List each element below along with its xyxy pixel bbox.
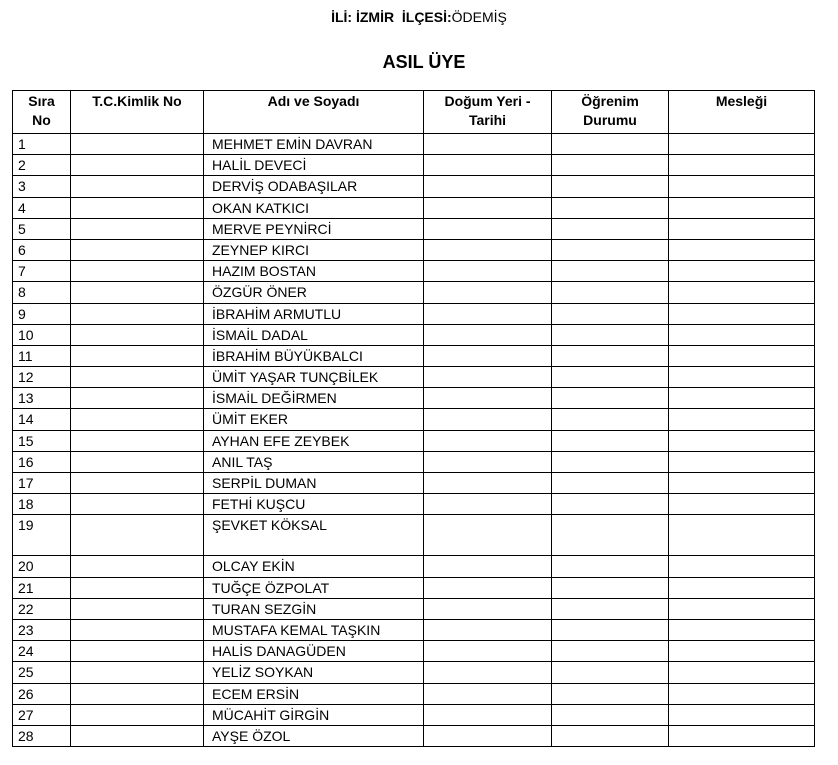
cell-adi-soyadi: MÜCAHİT GİRGİN [204, 704, 424, 725]
table-row [13, 345, 815, 366]
table-header-row [13, 91, 815, 134]
cell-ogrenim-durumu [552, 261, 669, 282]
cell-ogrenim-durumu [552, 282, 669, 303]
cell-adi-soyadi: ECEM ERSİN [204, 683, 424, 704]
cell-ogrenim-durumu [552, 324, 669, 345]
cell-ogrenim-durumu [552, 494, 669, 515]
cell-ogrenim-durumu [552, 683, 669, 704]
cell-meslegi [669, 598, 815, 619]
cell-dogum-yeri-tarihi [424, 683, 552, 704]
table-row [13, 662, 815, 683]
table-row [13, 409, 815, 430]
cell-dogum-yeri-tarihi [424, 619, 552, 640]
cell-sira-no: 17 [13, 473, 71, 494]
table-row [13, 473, 815, 494]
cell-meslegi [669, 725, 815, 746]
cell-meslegi [669, 155, 815, 176]
cell-dogum-yeri-tarihi [424, 345, 552, 366]
cell-meslegi [669, 261, 815, 282]
cell-adi-soyadi: HALİL DEVECİ [204, 155, 424, 176]
cell-sira-no: 7 [13, 261, 71, 282]
cell-dogum-yeri-tarihi [424, 409, 552, 430]
cell-dogum-yeri-tarihi [424, 494, 552, 515]
cell-sira-no: 20 [13, 556, 71, 577]
cell-dogum-yeri-tarihi [424, 218, 552, 239]
cell-tc-kimlik-no [71, 451, 204, 472]
cell-dogum-yeri-tarihi [424, 367, 552, 388]
cell-tc-kimlik-no [71, 430, 204, 451]
cell-meslegi [669, 473, 815, 494]
cell-tc-kimlik-no [71, 134, 204, 155]
cell-tc-kimlik-no [71, 619, 204, 640]
cell-adi-soyadi: OLCAY EKİN [204, 556, 424, 577]
cell-dogum-yeri-tarihi [424, 324, 552, 345]
cell-meslegi [669, 409, 815, 430]
cell-ogrenim-durumu [552, 451, 669, 472]
cell-sira-no: 25 [13, 662, 71, 683]
cell-sira-no: 12 [13, 367, 71, 388]
column-header-sira-no: Sıra No [13, 91, 71, 134]
cell-ogrenim-durumu [552, 176, 669, 197]
cell-meslegi [669, 388, 815, 409]
cell-sira-no: 18 [13, 494, 71, 515]
table-row [13, 303, 815, 324]
cell-sira-no: 16 [13, 451, 71, 472]
cell-ogrenim-durumu [552, 725, 669, 746]
cell-ogrenim-durumu [552, 662, 669, 683]
cell-ogrenim-durumu [552, 515, 669, 556]
table-row [13, 515, 815, 556]
cell-tc-kimlik-no [71, 556, 204, 577]
table-row [13, 430, 815, 451]
table-row [13, 598, 815, 619]
cell-meslegi [669, 239, 815, 260]
cell-meslegi [669, 683, 815, 704]
cell-adi-soyadi: AYŞE ÖZOL [204, 725, 424, 746]
cell-dogum-yeri-tarihi [424, 239, 552, 260]
table-row [13, 176, 815, 197]
cell-adi-soyadi: OKAN KATKICI [204, 197, 424, 218]
cell-adi-soyadi: FETHİ KUŞCU [204, 494, 424, 515]
cell-dogum-yeri-tarihi [424, 197, 552, 218]
cell-ogrenim-durumu [552, 239, 669, 260]
cell-sira-no: 28 [13, 725, 71, 746]
cell-meslegi [669, 494, 815, 515]
table-row [13, 388, 815, 409]
cell-dogum-yeri-tarihi [424, 176, 552, 197]
cell-dogum-yeri-tarihi [424, 515, 552, 556]
cell-meslegi [669, 176, 815, 197]
cell-adi-soyadi: İSMAİL DADAL [204, 324, 424, 345]
cell-adi-soyadi: ÜMİT EKER [204, 409, 424, 430]
cell-dogum-yeri-tarihi [424, 641, 552, 662]
cell-tc-kimlik-no [71, 218, 204, 239]
cell-meslegi [669, 577, 815, 598]
cell-ogrenim-durumu [552, 430, 669, 451]
cell-meslegi [669, 556, 815, 577]
cell-dogum-yeri-tarihi [424, 134, 552, 155]
cell-sira-no: 14 [13, 409, 71, 430]
cell-adi-soyadi: AYHAN EFE ZEYBEK [204, 430, 424, 451]
cell-adi-soyadi: MEHMET EMİN DAVRAN [204, 134, 424, 155]
cell-meslegi [669, 430, 815, 451]
cell-sira-no: 5 [13, 218, 71, 239]
cell-sira-no: 27 [13, 704, 71, 725]
table-row [13, 134, 815, 155]
cell-sira-no: 8 [13, 282, 71, 303]
cell-adi-soyadi: ÖZGÜR ÖNER [204, 282, 424, 303]
cell-meslegi [669, 324, 815, 345]
table-row [13, 577, 815, 598]
cell-tc-kimlik-no [71, 641, 204, 662]
cell-adi-soyadi: İBRAHİM ARMUTLU [204, 303, 424, 324]
cell-sira-no: 24 [13, 641, 71, 662]
cell-dogum-yeri-tarihi [424, 662, 552, 683]
cell-tc-kimlik-no [71, 155, 204, 176]
members-table [12, 90, 815, 747]
cell-adi-soyadi: ŞEVKET KÖKSAL [204, 515, 424, 556]
table-row [13, 218, 815, 239]
cell-meslegi [669, 345, 815, 366]
cell-tc-kimlik-no [71, 515, 204, 556]
cell-sira-no: 23 [13, 619, 71, 640]
cell-sira-no: 15 [13, 430, 71, 451]
cell-sira-no: 2 [13, 155, 71, 176]
cell-adi-soyadi: TURAN SEZGİN [204, 598, 424, 619]
cell-dogum-yeri-tarihi [424, 577, 552, 598]
cell-sira-no: 22 [13, 598, 71, 619]
cell-meslegi [669, 197, 815, 218]
cell-sira-no: 11 [13, 345, 71, 366]
cell-ogrenim-durumu [552, 303, 669, 324]
cell-meslegi [669, 704, 815, 725]
cell-adi-soyadi: YELİZ SOYKAN [204, 662, 424, 683]
cell-sira-no: 4 [13, 197, 71, 218]
cell-ogrenim-durumu [552, 388, 669, 409]
cell-tc-kimlik-no [71, 303, 204, 324]
cell-adi-soyadi: HALİS DANAGÜDEN [204, 641, 424, 662]
cell-ogrenim-durumu [552, 218, 669, 239]
cell-tc-kimlik-no [71, 409, 204, 430]
cell-meslegi [669, 218, 815, 239]
cell-ogrenim-durumu [552, 619, 669, 640]
table-row [13, 451, 815, 472]
cell-tc-kimlik-no [71, 598, 204, 619]
cell-adi-soyadi: İSMAİL DEĞİRMEN [204, 388, 424, 409]
table-row [13, 324, 815, 345]
cell-tc-kimlik-no [71, 345, 204, 366]
cell-sira-no: 1 [13, 134, 71, 155]
cell-dogum-yeri-tarihi [424, 155, 552, 176]
cell-meslegi [669, 451, 815, 472]
cell-adi-soyadi: MUSTAFA KEMAL TAŞKIN [204, 619, 424, 640]
cell-tc-kimlik-no [71, 261, 204, 282]
cell-dogum-yeri-tarihi [424, 261, 552, 282]
column-header-dogum-yeri-tarihi: Doğum Yeri - Tarihi [424, 91, 552, 134]
cell-tc-kimlik-no [71, 197, 204, 218]
cell-adi-soyadi: DERVİŞ ODABAŞILAR [204, 176, 424, 197]
table-row [13, 155, 815, 176]
cell-ogrenim-durumu [552, 155, 669, 176]
cell-tc-kimlik-no [71, 577, 204, 598]
table-row [13, 261, 815, 282]
cell-dogum-yeri-tarihi [424, 473, 552, 494]
cell-sira-no: 19 [13, 515, 71, 556]
cell-meslegi [669, 367, 815, 388]
cell-tc-kimlik-no [71, 704, 204, 725]
cell-tc-kimlik-no [71, 367, 204, 388]
cell-ogrenim-durumu [552, 473, 669, 494]
table-row [13, 725, 815, 746]
table-row [13, 683, 815, 704]
cell-tc-kimlik-no [71, 176, 204, 197]
cell-meslegi [669, 641, 815, 662]
cell-ogrenim-durumu [552, 409, 669, 430]
ilce-value: ÖDEMİŞ [451, 9, 507, 25]
cell-adi-soyadi: HAZIM BOSTAN [204, 261, 424, 282]
cell-sira-no: 21 [13, 577, 71, 598]
cell-dogum-yeri-tarihi [424, 303, 552, 324]
cell-ogrenim-durumu [552, 197, 669, 218]
cell-meslegi [669, 303, 815, 324]
cell-tc-kimlik-no [71, 683, 204, 704]
cell-tc-kimlik-no [71, 239, 204, 260]
cell-meslegi [669, 134, 815, 155]
cell-sira-no: 9 [13, 303, 71, 324]
cell-sira-no: 6 [13, 239, 71, 260]
cell-adi-soyadi: İBRAHİM BÜYÜKBALCI [204, 345, 424, 366]
column-header-tc-kimlik-no: T.C.Kimlik No [71, 91, 204, 134]
cell-dogum-yeri-tarihi [424, 556, 552, 577]
cell-dogum-yeri-tarihi [424, 598, 552, 619]
cell-tc-kimlik-no [71, 324, 204, 345]
table-row [13, 282, 815, 303]
cell-adi-soyadi: ZEYNEP KIRCI [204, 239, 424, 260]
cell-adi-soyadi: ANIL TAŞ [204, 451, 424, 472]
cell-dogum-yeri-tarihi [424, 704, 552, 725]
table-row [13, 239, 815, 260]
cell-dogum-yeri-tarihi [424, 725, 552, 746]
page-title: ASIL ÜYE [382, 52, 466, 72]
table-row [13, 494, 815, 515]
cell-tc-kimlik-no [71, 494, 204, 515]
document-header [0, 9, 838, 25]
cell-ogrenim-durumu [552, 577, 669, 598]
cell-tc-kimlik-no [71, 725, 204, 746]
table-row [13, 641, 815, 662]
cell-adi-soyadi: ÜMİT YAŞAR TUNÇBİLEK [204, 367, 424, 388]
cell-dogum-yeri-tarihi [424, 388, 552, 409]
cell-ogrenim-durumu [552, 598, 669, 619]
column-header-adi-soyadi: Adı ve Soyadı [204, 91, 424, 134]
cell-tc-kimlik-no [71, 388, 204, 409]
cell-sira-no: 26 [13, 683, 71, 704]
cell-sira-no: 13 [13, 388, 71, 409]
cell-sira-no: 3 [13, 176, 71, 197]
cell-ogrenim-durumu [552, 345, 669, 366]
cell-dogum-yeri-tarihi [424, 282, 552, 303]
cell-tc-kimlik-no [71, 662, 204, 683]
cell-dogum-yeri-tarihi [424, 430, 552, 451]
cell-adi-soyadi: SERPİL DUMAN [204, 473, 424, 494]
column-header-meslegi: Mesleği [669, 91, 815, 134]
cell-meslegi [669, 515, 815, 556]
table-row [13, 556, 815, 577]
cell-tc-kimlik-no [71, 282, 204, 303]
table-row [13, 367, 815, 388]
cell-adi-soyadi: TUĞÇE ÖZPOLAT [204, 577, 424, 598]
cell-ogrenim-durumu [552, 134, 669, 155]
cell-dogum-yeri-tarihi [424, 451, 552, 472]
cell-ogrenim-durumu [552, 641, 669, 662]
table-row [13, 619, 815, 640]
ilce-label: İLÇESİ: [401, 9, 452, 25]
cell-ogrenim-durumu [552, 556, 669, 577]
cell-meslegi [669, 619, 815, 640]
table-row [13, 704, 815, 725]
cell-ogrenim-durumu [552, 704, 669, 725]
cell-meslegi [669, 662, 815, 683]
table-row [13, 197, 815, 218]
column-header-ogrenim-durumu: Öğrenim Durumu [552, 91, 669, 134]
cell-meslegi [669, 282, 815, 303]
cell-ogrenim-durumu [552, 367, 669, 388]
cell-tc-kimlik-no [71, 473, 204, 494]
il-label: İLİ: İZMİR [331, 9, 395, 25]
cell-adi-soyadi: MERVE PEYNİRCİ [204, 218, 424, 239]
cell-sira-no: 10 [13, 324, 71, 345]
